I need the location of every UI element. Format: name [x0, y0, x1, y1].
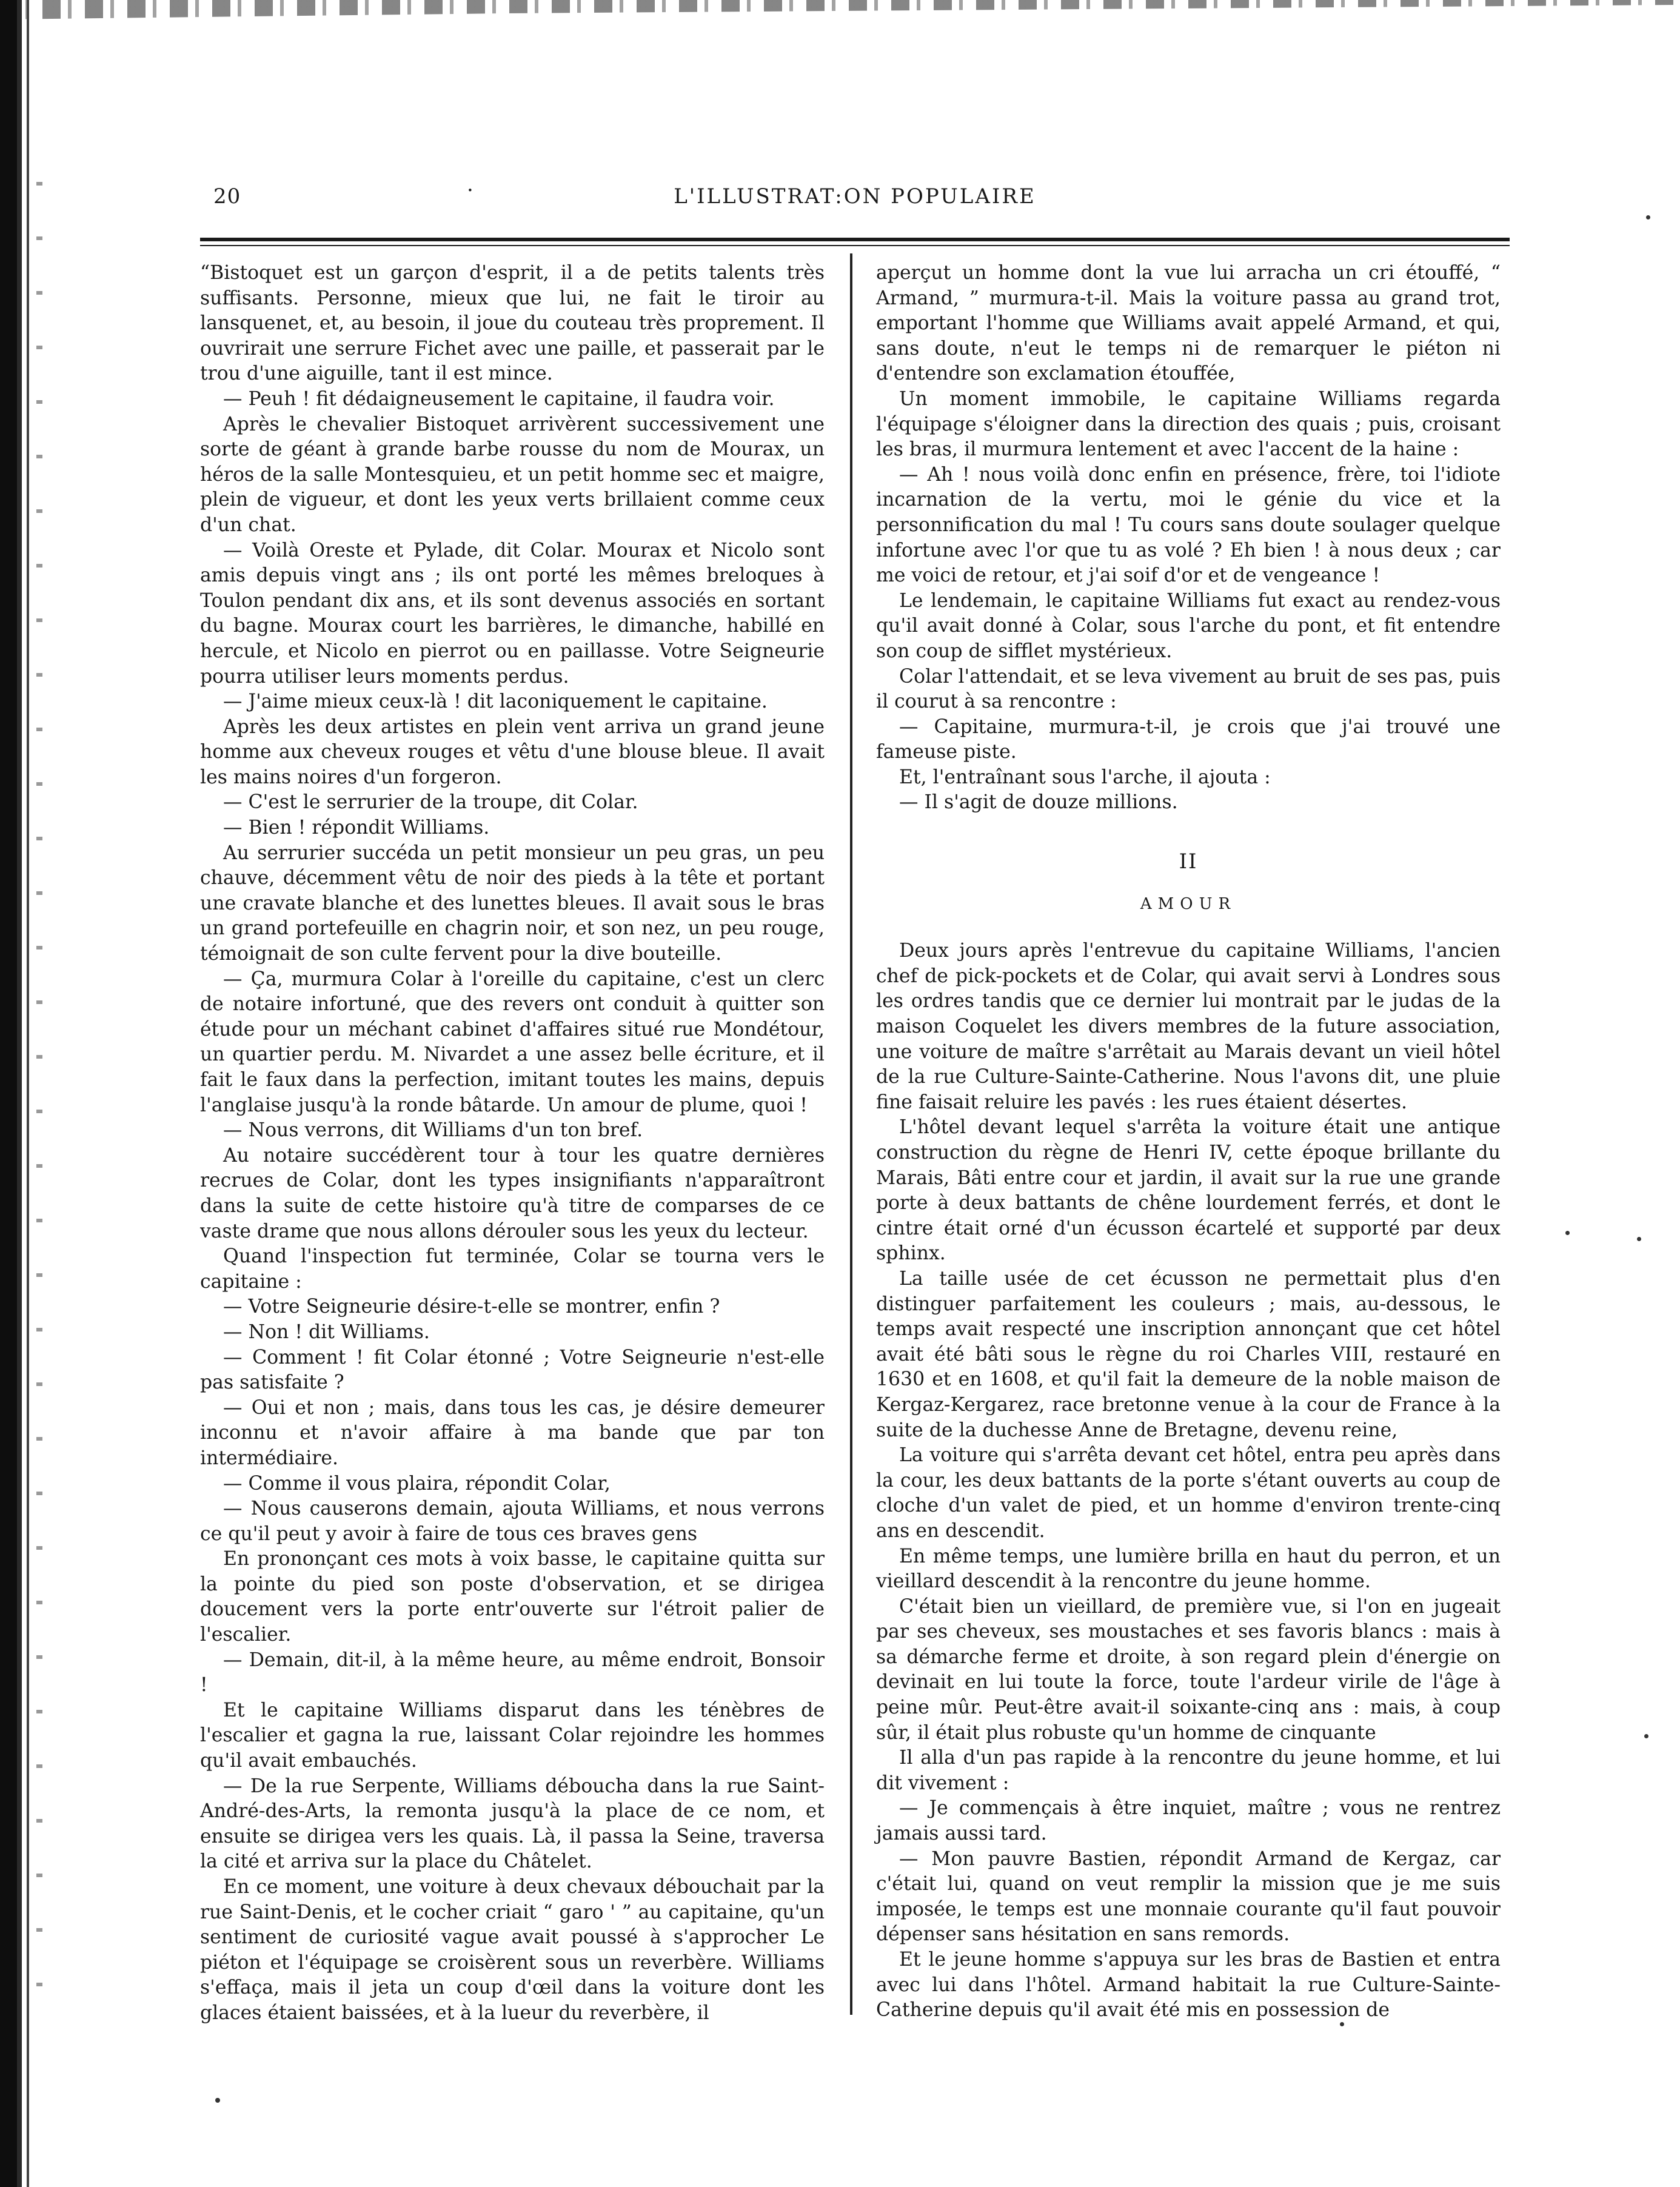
paragraph: — Bien ! répondit Williams.: [223, 817, 490, 839]
paragraph: En même temps, une lumière brilla en haut du perron, et un vieillard descendit à la rencontre du jeune homme.: [876, 1545, 1501, 1593]
paragraph: Et le jeune homme s'appuya sur les bras de Bastien et entra avec lui dans l'hôtel. Armand habitait la rue Culture-Sainte-Catherine depuis qu'il avait été mis en possession de: [876, 1949, 1501, 2021]
scan-speck: [1340, 2022, 1344, 2026]
paragraph: Le lendemain, le capitaine Williams fut exact au rendez-vous qu'il avait donné à Colar, sous l'arche du pont, et fit entendre son coup de sifflet mystérieux.: [876, 589, 1501, 662]
page-number: 20: [213, 184, 241, 209]
header-rule-thick: [200, 238, 1510, 241]
paragraph: La voiture qui s'arrêta devant cet hôtel, entra peu après dans la cour, les deux battants de la porte s'étant ouverts au coup de cloche d'un valet de pied, et un homme d'environ trente-cinq ans en descendit.: [876, 1444, 1501, 1542]
scan-speck: [1646, 215, 1650, 219]
paragraph: — Je commençais à être inquiet, maître ; vous ne rentrez jamais aussi tard.: [876, 1797, 1501, 1845]
paragraph: — Il s'agit de douze millions.: [899, 791, 1178, 814]
header-rule-thin: [200, 245, 1510, 246]
paragraph: Colar l'attendait, et se leva vivement au bruit de ses pas, puis il courut à sa rencontre :: [876, 665, 1501, 713]
paragraph: — Oui et non ; mais, dans tous les cas, je désire demeurer inconnu et n'avoir affaire à ma bande que par ton intermédiaire.: [200, 1396, 825, 1469]
journal-title: L'ILLUSTRAT:ON POPULAIRE: [674, 184, 1036, 209]
paragraph: Et, l'entraînant sous l'arche, il ajouta :: [899, 766, 1271, 788]
paragraph: En ce moment, une voiture à deux chevaux débouchait par la rue Saint-Denis, et le cocher criait “ garo ' ” au capitaine, qu'un sentiment de curiosité vague avait poussé à s'approcher Le piéton et l'équipage se croisèrent sous un reverbère. Williams s'effaça, mais il jeta un coup d'œil dans la voiture dont les glaces étaient baissées, et à la lueur du reverbère, il: [200, 1876, 825, 2024]
paragraph: Au notaire succédèrent tour à tour les quatre dernières recrues de Colar, dont les types insignifiants n'apparaîtront dans la suite de cette histoire qu'à titre de comparses de ce vaste drame que nous allons dérouler sous les yeux du lecteur.: [200, 1144, 825, 1242]
scan-speck: [1565, 1231, 1570, 1235]
paragraph: — J'aime mieux ceux-là ! dit laconiquement le capitaine.: [223, 691, 768, 713]
paragraph: — Comme il vous plaira, répondit Colar,: [223, 1472, 611, 1495]
scan-speck: [1644, 1734, 1648, 1738]
paragraph: L'hôtel devant lequel s'arrêta la voiture était une antique construction du règne de Henri IV, cette époque brillante du Marais, Bâti entre cour et jardin, il avait sur la rue une grande porte à deux battants de chêne lourdement ferrés, et dont le cintre était orné d'un écusson écartelé et supporté par deux sphinx.: [876, 1116, 1501, 1265]
paragraph: — C'est le serrurier de la troupe, dit Colar.: [223, 791, 638, 814]
paragraph: Deux jours après l'entrevue du capitaine Williams, l'ancien chef de pick-pockets et de Colar, qui avait servi à Londres sous les ordres tandis que ce dernier lui montrait par le judas de la maison Coquelet les divers membres de la future association, une voiture de maître s'arrêtait au Marais devant un vieil hôtel de la rue Culture-Sainte-Catherine. Nous l'avons dit, une pluie fine faisait reluire les pavés : les rues étaient désertes.: [876, 940, 1501, 1113]
page-header: [200, 176, 1510, 224]
section-number: II: [1179, 849, 1198, 874]
scan-top-edge: [0, 0, 1680, 24]
paragraph: Il alla d'un pas rapide à la rencontre du jeune homme, et lui dit vivement :: [876, 1747, 1501, 1794]
right-column: [876, 261, 1501, 2023]
paragraph: — Mon pauvre Bastien, répondit Armand de Kergaz, car c'était lui, quand on veut remplir la mission que je me suis imposée, le temps est une monnaie courante qu'il faut pouvoir dépenser sans hésitation en sans remords.: [876, 1847, 1501, 1946]
paragraph: — Ah ! nous voilà donc enfin en présence, frère, toi l'idiote incarnation de la vertu, moi le génie du vice et la personnification du mal ! Tu cours sans doute soulager quelque infortune avec l'or que tu as volé ? Eh bien ! à nous deux ; car me voici de retour, et j'ai soif d'or et de vengeance !: [876, 463, 1501, 587]
scan-binding-edge: [0, 0, 36, 2187]
paragraph: Et le capitaine Williams disparut dans les ténèbres de l'escalier et gagna la rue, laissant Colar rejoindre les hommes qu'il avait embauchés.: [200, 1699, 825, 1772]
paragraph: “Bistoquet est un garçon d'esprit, il a de petits talents très suffisants. Personne, mieux que lui, ne fait le tiroir au lansquenet, et, au besoin, il joue du couteau très proprement. Il ouvrirait une serrure Fichet avec une paille, et passerait par le trou d'une aiguille, tant il est mince.: [200, 262, 825, 385]
paragraph: — Non ! dit Williams.: [223, 1321, 430, 1343]
section-title: AMOUR: [1140, 894, 1237, 913]
paragraph: Un moment immobile, le capitaine Williams regarda l'équipage s'éloigner dans la direction des quais ; puis, croisant les bras, il murmura lentement et avec l'accent de la haine :: [876, 387, 1501, 461]
paragraph: — Capitaine, murmura-t-il, je crois que j'ai trouvé une fameuse piste.: [876, 715, 1501, 763]
paragraph: — Comment ! fit Colar étonné ; Votre Seigneurie n'est-elle pas satisfaite ?: [200, 1346, 825, 1394]
paragraph: — Voilà Oreste et Pylade, dit Colar. Mourax et Nicolo sont amis depuis vingt ans ; ils ont porté les mêmes breloques à Toulon pendant dix ans, et ils sont devenus associés en sortant du bagne. Mourax court les barrières, le dimanche, habillé en hercule, et Nicolo en pierrot ou en paillasse. Votre Seigneurie pourra utiliser leurs moments perdus.: [200, 539, 825, 688]
paragraph: — Votre Seigneurie désire-t-elle se montrer, enfin ?: [223, 1296, 720, 1318]
paragraph: La taille usée de cet écusson ne permettait plus d'en distinguer parfaitement les couleurs ; mais, au-dessous, le temps avait respecté une inscription annonçant que cet hôtel avait été bâti sous le règne du roi Charles VIII, restauré en 1630 et en 1608, et qu'il fait la demeure de la noble maison de Kergaz-Kergarez, race bretonne venue à la cour de France à la suite de la duchesse Anne de Bretagne, devenu reine,: [876, 1267, 1501, 1441]
scan-speck: [215, 2098, 220, 2103]
scan-speck: [1637, 1237, 1641, 1241]
paragraph: Quand l'inspection fut terminée, Colar se tourna vers le capitaine :: [200, 1245, 825, 1293]
scan-binding-specks: [36, 182, 42, 2001]
paragraph: — Ça, murmura Colar à l'oreille du capitaine, c'est un clerc de notaire infortuné, que des revers ont conduit à quitter son étude pour un méchant cabinet d'affaires situé rue Mondétour, un quartier perdu. M. Nivardet a une assez belle écriture, et il fait le faux dans la perfection, imitant toutes les mains, depuis l'anglaise jusqu'à la ronde bâtarde. Un amour de plume, quoi !: [200, 968, 825, 1116]
left-column: [200, 261, 825, 2026]
header-dot: ·: [467, 178, 474, 203]
paragraph: Au serrurier succéda un petit monsieur un peu gras, un peu chauve, décemment vêtu de noir des pieds à la tête et portant une cravate blanche et des lunettes bleues. Il avait sous le bras un grand portefeuille en chagrin noir, et son nez, un peu rouge, témoignait de son culte fervent pour la dive bouteille.: [200, 842, 825, 965]
paragraph: — Nous causerons demain, ajouta Williams, et nous verrons ce qu'il peut y avoir à faire de tous ces braves gens: [200, 1498, 825, 1545]
paragraph: En prononçant ces mots à voix basse, le capitaine quitta sur la pointe du pied son poste d'observation, et se dirigea doucement vers la porte entr'ouverte sur l'étroit palier de l'escalier.: [200, 1548, 825, 1646]
paragraph: — Peuh ! fit dédaigneusement le capitaine, il faudra voir.: [223, 387, 775, 410]
paragraph: C'était bien un vieillard, de première vue, si l'on en jugeait par ses cheveux, ses moustaches et ses favoris blancs : mais à sa démarche ferme et droite, à son regard plein d'énergie on devinait en lui toute la force, toute l'ardeur virile de l'âge à peine mûr. Peut-être avait-il soixante-cinq ans : mais, à coup sûr, il était plus robuste qu'un homme de cinquante: [876, 1595, 1501, 1744]
paragraph: Après les deux artistes en plein vent arriva un grand jeune homme aux cheveux rouges et vêtu d'une blouse bleue. Il avait les mains noires d'un forgeron.: [200, 715, 825, 788]
paragraph: Après le chevalier Bistoquet arrivèrent successivement une sorte de géant à grande barbe rousse du nom de Mourax, un héros de la salle Montesquieu, et un petit homme sec et maigre, plein de vigueur, et dont les yeux verts brillaient comme ceux d'un chat.: [200, 413, 825, 536]
column-divider: [850, 253, 852, 2015]
paragraph: — Demain, dit-il, à la même heure, au même endroit, Bonsoir !: [200, 1649, 825, 1696]
paragraph: — De la rue Serpente, Williams déboucha dans la rue Saint-André-des-Arts, la remonta jusqu'à la place de ce nom, et ensuite se dirigea vers les quais. Là, il passa la Seine, traversa la cité et arriva sur la place du Châtelet.: [200, 1775, 825, 1873]
paragraph: aperçut un homme dont la vue lui arracha un cri étouffé, “ Armand, ” murmura-t-il. Mais la voiture passa au grand trot, emportant l'homme que Williams avait appelé Armand, et qui, sans doute, n'eut le temps ni de remarquer le piéton ni d'entendre son exclamation étouffée,: [876, 262, 1501, 385]
paragraph: — Nous verrons, dit Williams d'un ton bref.: [223, 1119, 643, 1142]
